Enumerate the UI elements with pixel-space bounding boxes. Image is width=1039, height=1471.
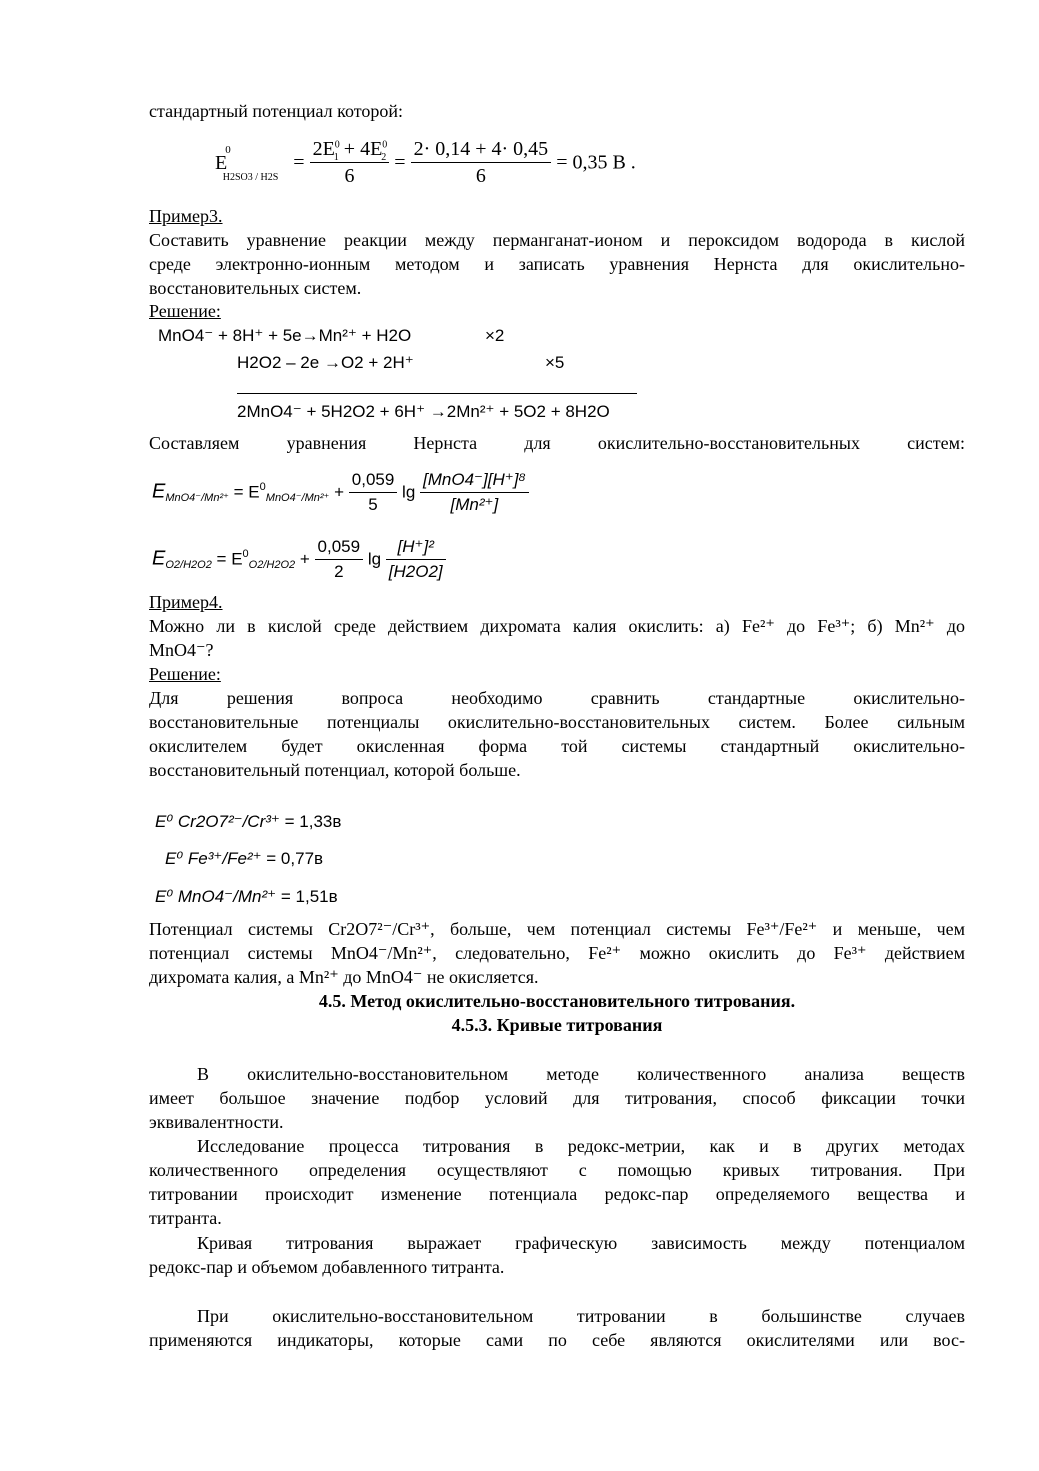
example4-solution-line-2: восстановительные потенциалы окислительно-восстановительных систем. Более сильным xyxy=(149,712,965,732)
example3-task-line-3: восстановительных систем. xyxy=(149,278,362,298)
example3-task-line-1: Составить уравнение реакции между перманганат-ионом и пероксидом водорода в кислой xyxy=(149,230,965,250)
half-reaction-2: H2O2 – 2e →O2 + 2H⁺ xyxy=(237,353,414,372)
example4-task-line-2: MnO4⁻? xyxy=(149,640,214,660)
conclusion-line-1: Потенциал системы Cr2O7²⁻/Cr³⁺, больше, чем потенциал системы Fe³⁺/Fe²⁺ и меньше, чем xyxy=(149,919,965,939)
conclusion-line-3: дихромата калия, а Mn²⁺ до MnO4⁻ не окисляется. xyxy=(149,967,539,987)
standard-potential-fe: E⁰ Fe³⁺/Fe²⁺ = 0,77в xyxy=(165,849,324,868)
intro-line: стандартный потенциал которой: xyxy=(149,101,403,121)
paragraph-1-line-1: В окислительно-восстановительном методе количественного анализа веществ xyxy=(197,1064,965,1084)
nernst-intro: Составляем уравнения Нернста для окислительно-восстановительных систем: xyxy=(149,433,965,453)
paragraph-2-line-4: титранта. xyxy=(149,1208,222,1228)
paragraph-2-line-2: количественного определения осуществляют с помощью кривых титрования. При xyxy=(149,1160,965,1180)
standard-potential-cr: E⁰ Cr2O7²⁻/Cr³⁺ = 1,33в xyxy=(155,812,342,831)
paragraph-3-line-1: Кривая титрования выражает графическую зависимость между потенциалом xyxy=(197,1233,965,1253)
section-title: 4.5. Метод окислительно-восстановительного титрования. xyxy=(318,991,796,1011)
example4-heading: Пример4. xyxy=(149,592,223,612)
paragraph-4-line-1: При окислительно-восстановительном титровании в большинстве случаев xyxy=(197,1306,965,1326)
half-reaction-1-multiplier: ×2 xyxy=(485,326,505,345)
example4-solution-line-4: восстановительный потенциал, которой больше. xyxy=(149,760,521,780)
half-reaction-2-multiplier: ×5 xyxy=(545,353,565,372)
example3-heading: Пример3. xyxy=(149,206,223,226)
fraction-2: $\frac{2\cdot 0,14 + 4\cdot 0,45}{6}$ xyxy=(411,136,552,189)
nernst-equation-1: $E_{MnO4^-/Mn^{2+}} = E^0_{MnO4^-/Mn^{2+}}$ + $\frac{0,059}{5}$ lg $\frac{\text{[MnO4⁻][H⁺]⁸}}{\text{[Mn²⁺]}}$ xyxy=(152,468,529,516)
equation-potential-h2so3: $E^0_{H2SO3 / H2S}$ = $\frac{2E^0_1 + 4E^0_2}{6}$ = $\frac{2\cdot 0,14 + 4\cdot 0,45}{6}$ = 0,35 В . xyxy=(215,138,636,187)
example3-task-line-2: среде электронно-ионным методом и записать уравнения Нернста для окислительно- xyxy=(149,254,965,274)
paragraph-1-line-2: имеет большое значение подбор условий для титрования, способ фиксации точки xyxy=(149,1088,965,1108)
paragraph-1-line-3: эквивалентности. xyxy=(149,1112,284,1132)
paragraph-2-line-1: Исследование процесса титрования в редокс-метрии, как и в других методах xyxy=(197,1136,965,1156)
subsection-title: 4.5.3. Кривые титрования xyxy=(451,1015,663,1035)
example4-task-line-1: Можно ли в кислой среде действием дихромата калия окислить: а) Fe²⁺ до Fe³⁺; б) Mn²⁺ до xyxy=(149,616,965,636)
nernst-equation-2: $E_{O2/H2O2} = E^0_{O2/H2O2}$ + $\frac{0,059}{2}$ lg $\frac{\text{[H⁺]²}}{[H2O2]}$ xyxy=(152,535,446,583)
paragraph-2-line-3: титровании происходит изменение потенциала редокс-пар определяемого вещества и xyxy=(149,1184,965,1204)
total-reaction: 2MnO4⁻ + 5H2O2 + 6H⁺ →2Mn²⁺ + 5O2 + 8H2O xyxy=(237,402,610,421)
example4-solution-line-3: окислителем будет окисленная форма той системы стандартный окислительно- xyxy=(149,736,965,756)
example4-solution-line-1: Для решения вопроса необходимо сравнить стандартные окислительно- xyxy=(149,688,965,708)
reaction-divider xyxy=(237,393,637,394)
conclusion-line-2: потенциал системы MnO4⁻/Mn²⁺, следовательно, Fe²⁺ можно окислить до Fe³⁺ действием xyxy=(149,943,965,963)
paragraph-3-line-2: редокс-пар и объемом добавленного титранта. xyxy=(149,1257,505,1277)
example4-solution-label: Решение: xyxy=(149,664,221,684)
example3-solution-label: Решение: xyxy=(149,301,221,321)
fraction-1: $\frac{2E^0_1 + 4E^0_2}{6}$ xyxy=(310,136,390,189)
paragraph-4-line-2: применяются индикаторы, которые сами по себе являются окислителями или вос- xyxy=(149,1330,965,1350)
half-reaction-1: MnO4⁻ + 8H⁺ + 5e→Mn²⁺ + H2O xyxy=(158,326,412,345)
standard-potential-mn: E⁰ MnO4⁻/Mn²⁺ = 1,51в xyxy=(155,887,338,906)
